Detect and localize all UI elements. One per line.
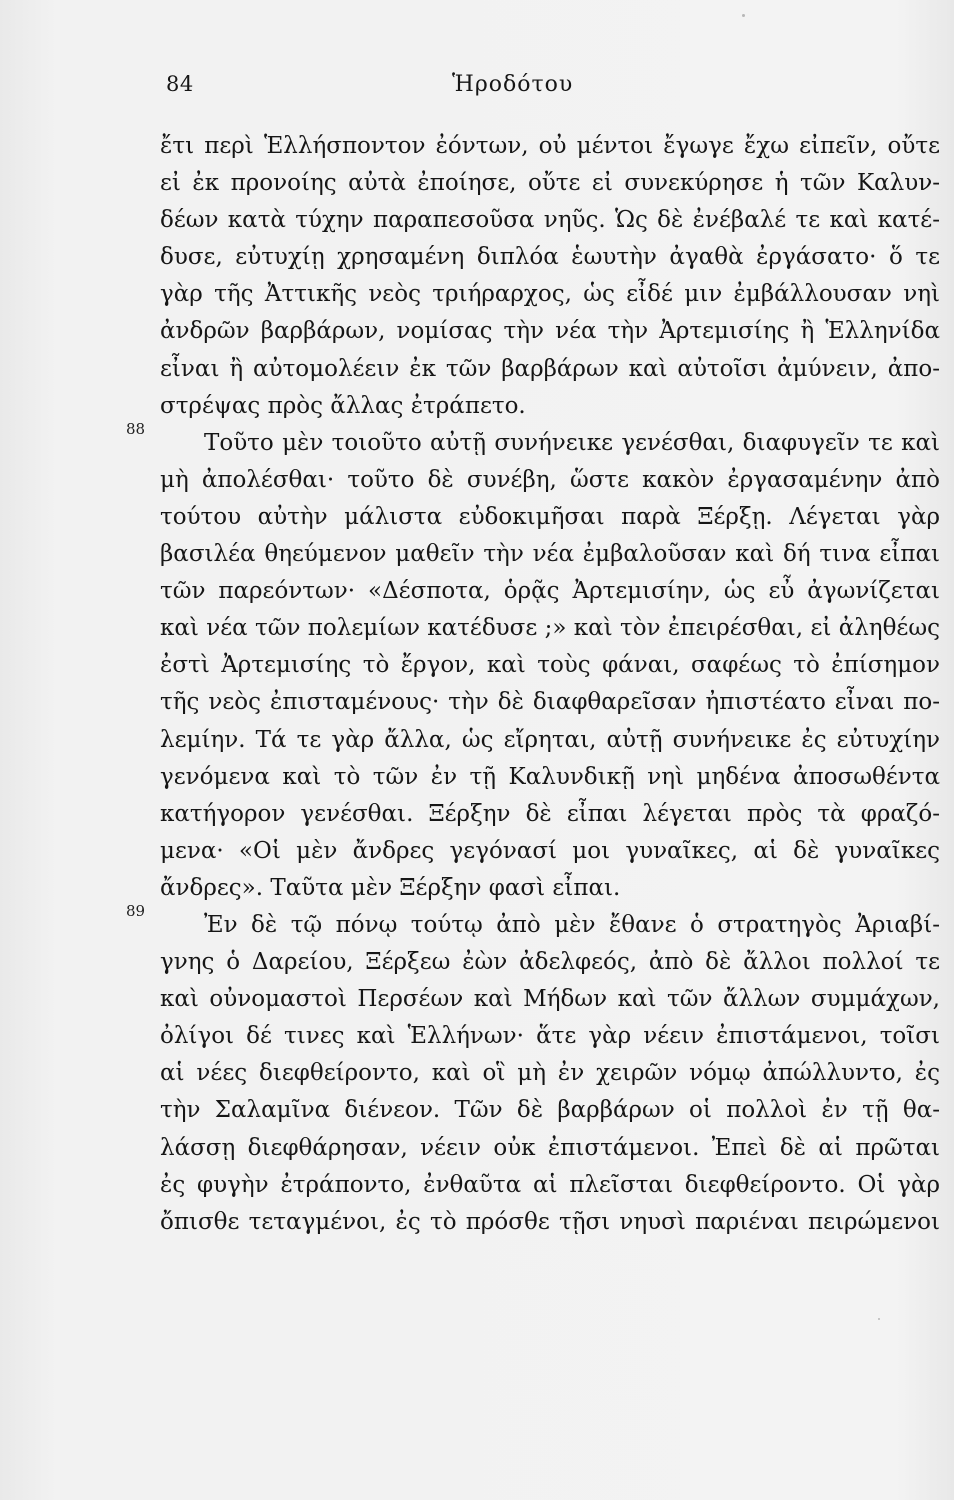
text-line	[160, 981, 940, 1018]
text-line	[160, 536, 940, 573]
text-line	[160, 1018, 940, 1055]
greek-text-body	[126, 128, 940, 1241]
line-text: εἰ ἐκ προνοίης αὐτὰ ἐποίησε, οὔτε εἰ συνεκύρησε ἡ τῶν Καλυν-	[160, 170, 940, 197]
text-line	[160, 128, 940, 165]
text-line	[160, 313, 940, 350]
text-line	[160, 610, 940, 647]
text-line	[160, 276, 940, 313]
line-text: καὶ νέα τῶν πολεμίων κατέδυσε ;» καὶ τὸν ἐπειρέσθαι, εἰ ἀληθέως	[160, 615, 940, 642]
line-text: δυσε, εὐτυχίῃ χρησαμένη διπλόα ἑωυτὴν ἀγαθὰ ἐργάσατο· ὅ τε	[160, 244, 940, 271]
line-text: γνης ὁ Δαρείου, Ξέρξεω ἐὼν ἀδελφεός, ἀπὸ δὲ ἄλλοι πολλοί τε	[160, 949, 940, 976]
text-line	[160, 870, 940, 907]
text-line	[160, 1167, 940, 1204]
line-text: λεμίην. Τά τε γὰρ ἄλλα, ὡς εἴρηται, αὐτῇ συνήνεικε ἐς εὐτυχίην	[160, 726, 940, 753]
text-line	[160, 722, 940, 759]
margin-chapter-number: 89	[126, 901, 146, 920]
text-line	[126, 419, 940, 462]
text-line	[160, 796, 940, 833]
text-line	[160, 833, 940, 870]
line-text: τῶν παρεόντων· «Δέσποτα, ὁρᾷς Ἀρτεμισίην, ὡς εὖ ἀγωνίζεται	[160, 578, 940, 605]
text-line	[160, 202, 940, 239]
line-text: εἶναι ἢ αὐτομολέειν ἐκ τῶν βαρβάρων καὶ αὐτοῖσι ἀμύνειν, ἀπο-	[160, 355, 940, 382]
line-text: Ἐν δὲ τῷ πόνῳ τούτῳ ἀπὸ μὲν ἔθανε ὁ στρατηγὸς Ἀριαβί-	[204, 911, 940, 938]
line-text: δέων κατὰ τύχην παραπεσοῦσα νηῦς. Ὡς δὲ ἐνέβαλέ τε καὶ κατέ-	[160, 207, 940, 234]
line-text: τῆς νεὸς ἐπισταμένους· τὴν δὲ διαφθαρεῖσαν ἠπιστέατο εἶναι πο-	[160, 689, 940, 716]
line-text: Τοῦτο μὲν τοιοῦτο αὐτῇ συνήνεικε γενέσθαι, διαφυγεῖν τε καὶ	[204, 429, 940, 456]
page-number: 84	[166, 72, 194, 96]
line-text: καὶ οὐνομαστοὶ Περσέων καὶ Μήδων καὶ τῶν ἄλλων συμμάχων,	[160, 986, 940, 1013]
paper-speck	[742, 14, 745, 17]
paper-speck	[878, 1318, 880, 1320]
running-title: Ἡροδότου	[452, 72, 574, 97]
text-line	[160, 647, 940, 684]
text-line	[160, 165, 940, 202]
line-text: βασιλέα θηεύμενον μαθεῖν τὴν νέα ἐμβαλοῦσαν καὶ δή τινα εἶπαι	[160, 541, 940, 568]
text-line	[160, 499, 940, 536]
line-text: ἐς φυγὴν ἐτράποντο, ἐνθαῦτα αἱ πλεῖσται διεφθείροντο. Οἱ γὰρ	[160, 1171, 940, 1198]
line-text: γενόμενα καὶ τὸ τῶν ἐν τῇ Καλυνδικῇ νηὶ μηδένα ἀποσωθέντα	[160, 763, 940, 790]
line-text: λάσσῃ διεφθάρησαν, νέειν οὐκ ἐπιστάμενοι. Ἐπεὶ δὲ αἱ πρῶται	[160, 1134, 940, 1161]
line-text: ὄπισθε τεταγμένοι, ἐς τὸ πρόσθε τῇσι νηυσὶ παριέναι πειρώμενοι	[160, 1208, 940, 1235]
line-text: ἀνδρῶν βαρβάρων, νομίσας τὴν νέα τὴν Ἀρτεμισίης ἢ Ἑλληνίδα	[160, 318, 940, 345]
line-text: ἄνδρες». Ταῦτα μὲν Ξέρξην φασὶ εἶπαι.	[160, 874, 621, 901]
text-line	[160, 462, 940, 499]
line-text: μὴ ἀπολέσθαι· τοῦτο δὲ συνέβη, ὥστε κακὸν ἐργασαμένην ἀπὸ	[160, 466, 940, 493]
margin-chapter-number: 88	[126, 419, 146, 438]
text-line	[160, 388, 940, 425]
text-line	[160, 1092, 940, 1129]
running-head	[0, 72, 954, 106]
text-line	[126, 901, 940, 944]
line-text: τούτου αὐτὴν μάλιστα εὐδοκιμῆσαι παρὰ Ξέρξῃ. Λέγεται γὰρ	[160, 503, 940, 530]
text-line	[160, 239, 940, 276]
line-text: αἱ νέες διεφθείροντο, καὶ οἳ μὴ ἐν χειρῶν νόμῳ ἀπώλλυντο, ἐς	[160, 1060, 940, 1087]
line-text: κατήγορον γενέσθαι. Ξέρξην δὲ εἶπαι λέγεται πρὸς τὰ φραζό-	[160, 800, 940, 827]
text-line	[160, 573, 940, 610]
text-line	[160, 1055, 940, 1092]
line-text: ἔτι περὶ Ἑλλήσποντον ἐόντων, οὐ μέντοι ἔγωγε ἔχω εἰπεῖν, οὔτε	[160, 133, 940, 159]
text-line	[160, 1204, 940, 1241]
text-line	[160, 944, 940, 981]
line-text: ἐστὶ Ἀρτεμισίης τὸ ἔργον, καὶ τοὺς φάναι, σαφέως τὸ ἐπίσημον	[160, 652, 940, 679]
line-text: ὀλίγοι δέ τινες καὶ Ἑλλήνων· ἅτε γὰρ νέειν ἐπιστάμενοι, τοῖσι	[160, 1023, 940, 1050]
line-text: τὴν Σαλαμῖνα διένεον. Τῶν δὲ βαρβάρων οἱ πολλοὶ ἐν τῇ θα-	[160, 1097, 940, 1124]
line-text: στρέψας πρὸς ἄλλας ἐτράπετο.	[160, 392, 526, 419]
line-text: μενα· «Οἱ μὲν ἄνδρες γεγόνασί μοι γυναῖκες, αἱ δὲ γυναῖκες	[160, 837, 940, 864]
text-line	[160, 1130, 940, 1167]
text-line	[160, 759, 940, 796]
line-text: γὰρ τῆς Ἀττικῆς νεὸς τριήραρχος, ὡς εἶδέ μιν ἐμβάλλουσαν νηὶ	[160, 281, 940, 308]
text-line	[160, 351, 940, 388]
text-line	[160, 684, 940, 721]
